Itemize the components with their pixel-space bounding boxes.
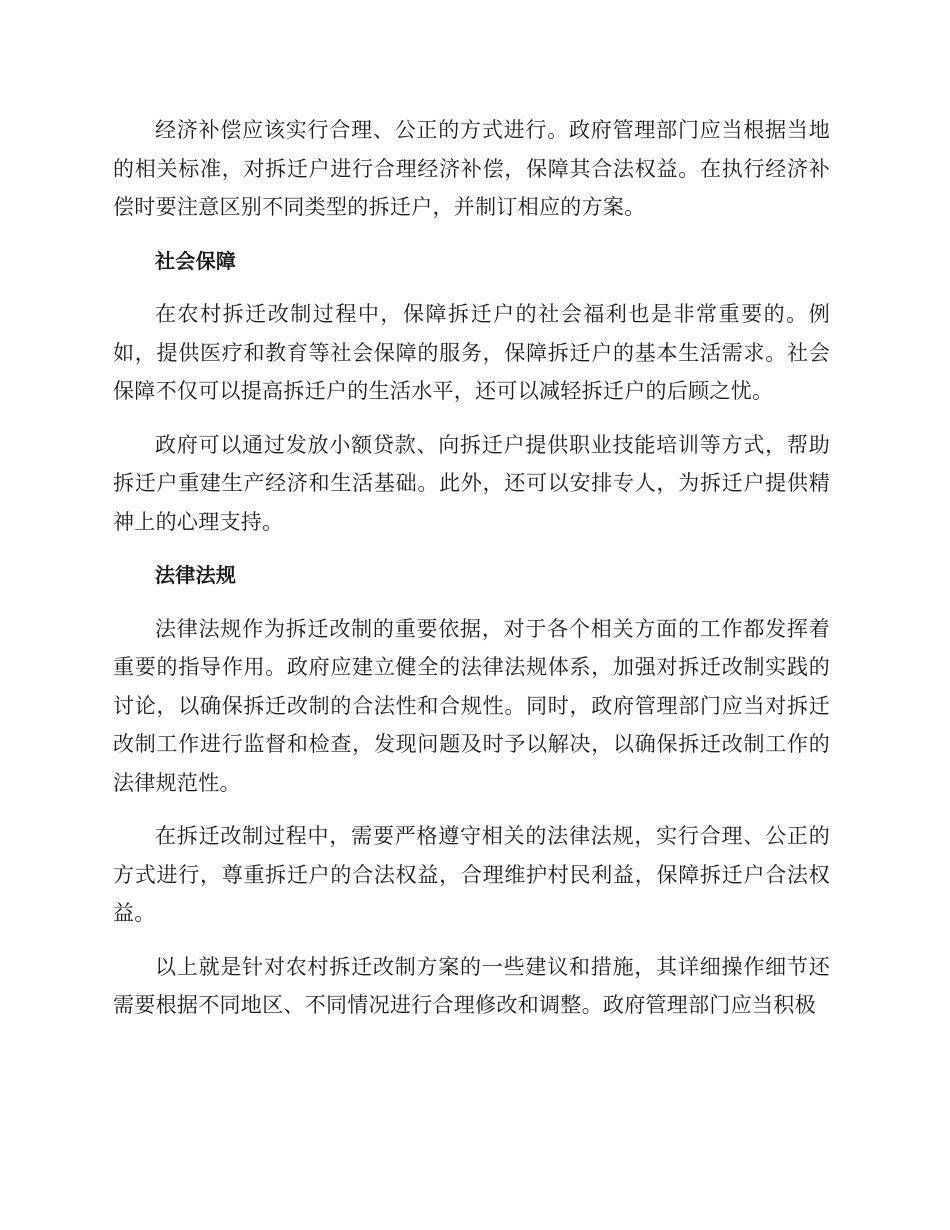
- paragraph-legal-compliance: 在拆迁改制过程中，需要严格遵守相关的法律法规，实行合理、公正的方式进行，尊重拆迁户的合法权益，合理维护村民利益，保障拆迁户合法权益。: [113, 824, 830, 925]
- heading-laws-regulations: 法律法规: [155, 563, 237, 587]
- paragraph-loans-training: 政府可以通过发放小额贷款、向拆迁户提供职业技能培训等方式，帮助拆迁户重建生产经济和生活基础。此外，还可以安排专人，为拆迁户提供精神上的心理支持。: [113, 432, 830, 534]
- document-page: [113, 111, 830, 1040]
- paragraph-legal-basis: 法律法规作为拆迁改制的重要依据，对于各个相关方面的工作都发挥着重要的指导作用。政府应建立健全的法律法规体系，加强对拆迁改制实践的讨论，以确保拆迁改制的合法性和合规性。同时，政府管理部门应当对拆迁改制工作进行监督和检查，发现问题及时予以解决，以确保拆迁改制工作的法律规范性。: [113, 616, 830, 795]
- paragraph-summary: 以上就是针对农村拆迁改制方案的一些建议和措施，其详细操作细节还需要根据不同地区、不同情况进行合理修改和调整。政府管理部门应当积极: [113, 954, 830, 1017]
- heading-social-security: 社会保障: [155, 248, 237, 273]
- paragraph-social-welfare: 在农村拆迁改制过程中，保障拆迁户的社会福利也是非常重要的。例如，提供医疗和教育等社会保障的服务，保障拆迁户的基本生活需求。社会保障不仅可以提高拆迁户的生活水平，还可以减轻拆迁户的后顾之忧。: [113, 302, 830, 403]
- paragraph-economic-compensation: 经济补偿应该实行合理、公正的方式进行。政府管理部门应当根据当地的相关标准，对拆迁户进行合理经济补偿，保障其合法权益。在执行经济补偿时要注意区别不同类型的拆迁户，并制订相应的方案。: [113, 118, 830, 219]
